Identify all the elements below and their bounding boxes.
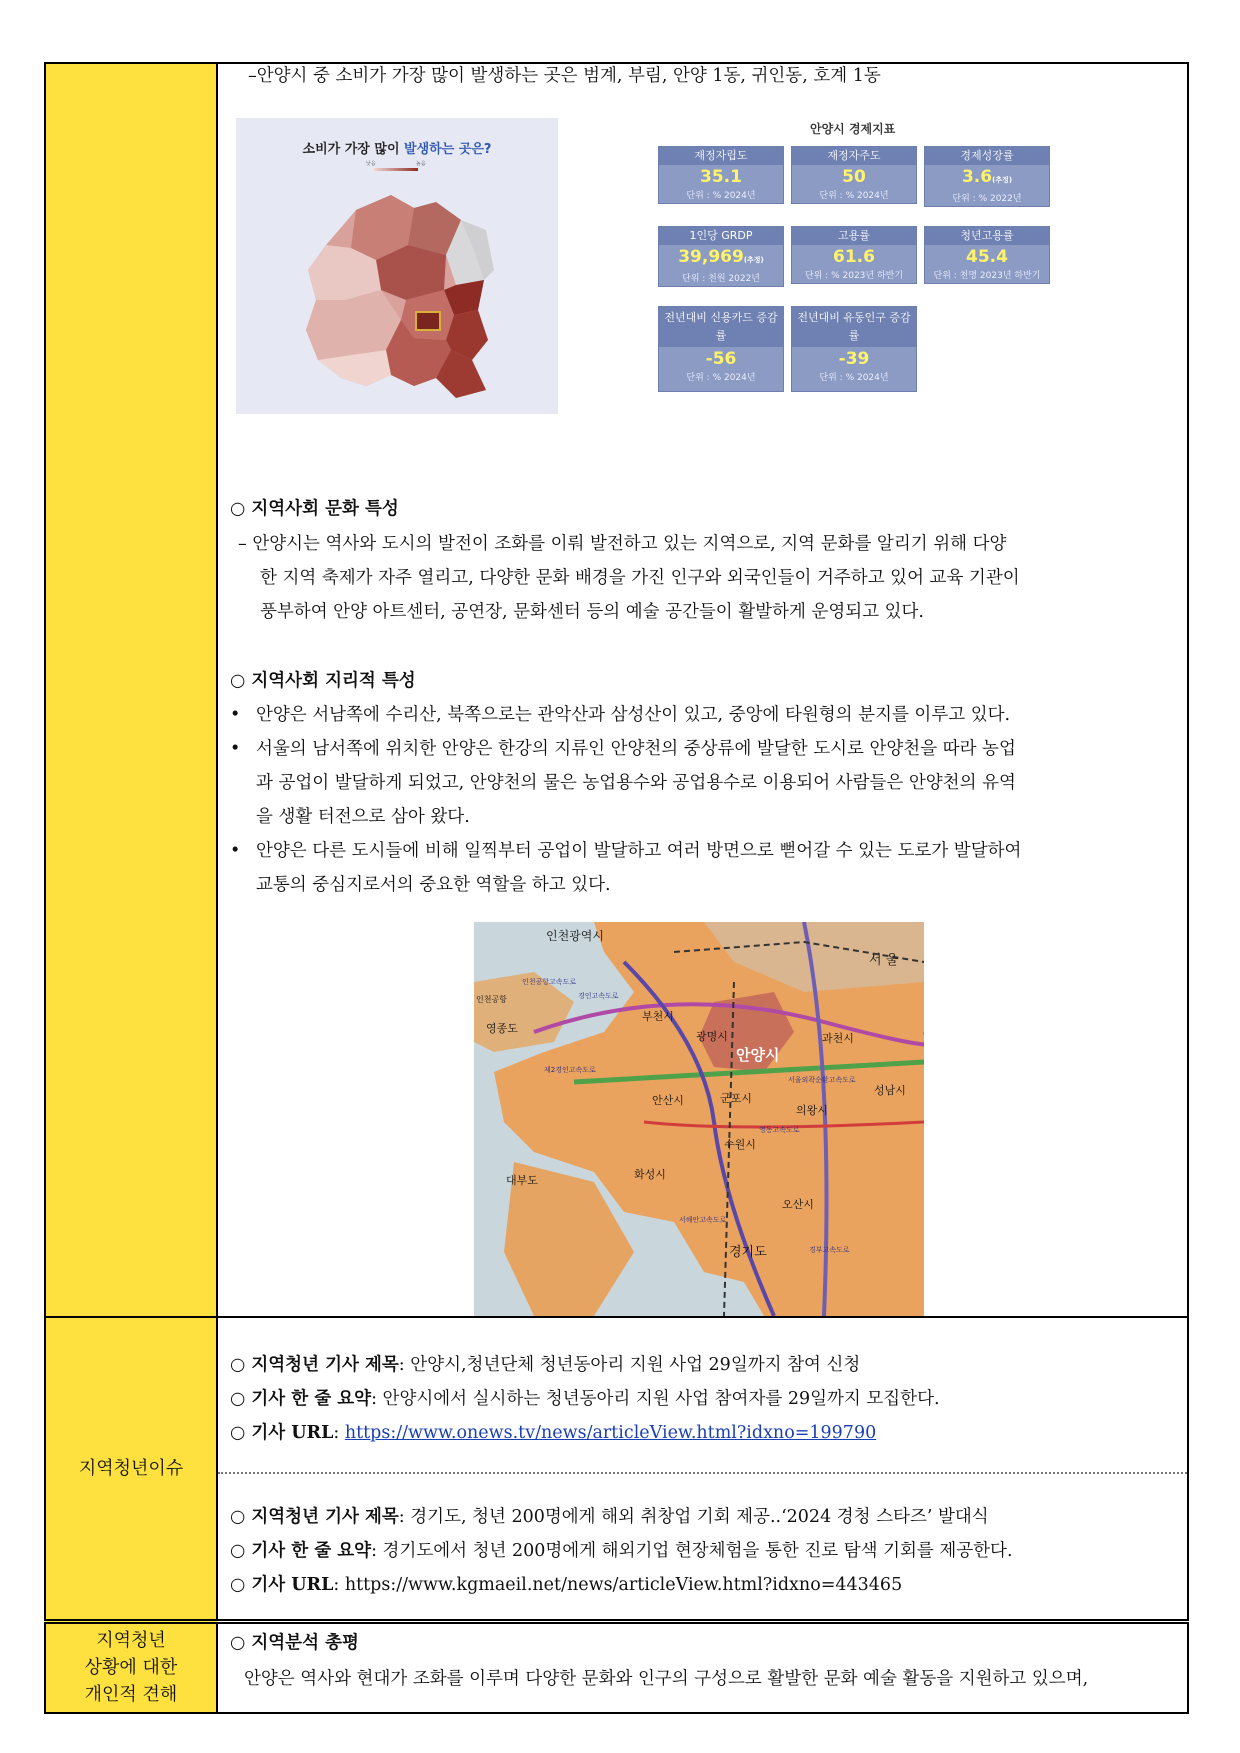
culture-line-1: – 안양시는 역사와 도시의 발전이 조화를 이뤄 발전하고 있는 지역으로, 지역 문화를 알리기 위해 다양	[238, 534, 1007, 554]
indicator-value: 39,969(추정)	[678, 247, 764, 267]
article1-url-row: ○ 기사 URL: https://www.onews.tv/news/articleView.html?idxno=199790	[230, 1423, 877, 1443]
geography-bullet-3-line-2: 교통의 중심지로서의 중요한 역할을 하고 있다.	[256, 875, 611, 895]
culture-line-2: 한 지역 축제가 자주 열리고, 다양한 문화 배경을 가진 인구와 외국인들이 거주하고 있어 교육 기관이	[260, 568, 1020, 588]
article1-title: ○ 지역청년 기사 제목: 안양시,청년단체 청년동아리 지원 사업 29일까지 참여 신청	[230, 1355, 861, 1375]
map-label-yeongdong-expressway: 영동고속도로	[759, 1126, 800, 1134]
article2-title: ○ 지역청년 기사 제목: 경기도, 청년 200명에게 해외 취창업 기회 제공..‘2024 경청 스타즈’ 발대식	[230, 1507, 989, 1527]
map-label-incheon-airport-expressway: 인천공항고속도로	[522, 978, 577, 986]
personal-view-label-line-2: 상황에 대한	[84, 1657, 178, 1679]
article2-summary: ○ 기사 한 줄 요약: 경기도에서 청년 200명에게 해외기업 현장체험을 통한 진로 탐색 기회를 제공한다.	[230, 1541, 1013, 1561]
map-label-seoul: 서 울	[869, 953, 899, 968]
indicator-card-fiscal-independence	[658, 146, 784, 204]
indicator-card-employment-rate	[791, 226, 917, 284]
map-label-gwacheon: 과천시	[822, 1032, 854, 1045]
map-label-bucheon: 부천시	[642, 1010, 674, 1023]
youth-issue-label: 지역청년이슈	[78, 1458, 184, 1479]
map-label-gwangmyeong: 광명시	[696, 1030, 728, 1043]
map-label-ring-expressway: 서울외곽순환고속도로	[788, 1076, 856, 1084]
article1-summary: ○ 기사 한 줄 요약: 안양시에서 실시하는 청년동아리 지원 사업 참여자를 29일까지 모집한다.	[230, 1389, 940, 1409]
indicator-label: 재정자립도	[659, 147, 783, 165]
geography-bullet-2: •	[230, 739, 241, 759]
heatmap-legend-bar	[374, 168, 418, 171]
regional-map	[474, 922, 924, 1316]
map-label-hwaseong: 화성시	[634, 1168, 666, 1181]
geography-bullet-1-line-1: 안양은 서남쪽에 수리산, 북쪽으로는 관악산과 삼성산이 있고, 중앙에 타원형의 분지를 이루고 있다.	[256, 705, 1011, 725]
indicator-label: 경제성장률	[925, 147, 1049, 165]
map-label-airport: 인천공항	[476, 995, 507, 1004]
indicator-label: 청년고용률	[925, 227, 1049, 245]
article2-url-row: ○ 기사 URL: https://www.kgmaeil.net/news/articleView.html?idxno=443465	[230, 1575, 903, 1595]
indicator-value: 35.1	[700, 167, 742, 187]
map-label-gyeongin2-expressway: 제2경인고속도로	[544, 1066, 596, 1074]
indicator-label: 1인당 GRDP	[659, 227, 783, 245]
indicator-unit: 단위 : 천원 2022년	[682, 274, 760, 284]
personal-view-content-cell	[217, 1622, 1188, 1713]
geography-bullet-1: •	[230, 705, 241, 725]
youth-issue-content-cell	[217, 1317, 1188, 1622]
consumption-heatmap	[236, 118, 558, 414]
indicator-unit: 단위 : 천명 2023년 하반기	[933, 271, 1041, 281]
indicator-value: -56	[705, 349, 737, 369]
personal-view-label-line-1: 지역청년	[96, 1630, 166, 1652]
heatmap-city-shape	[296, 190, 496, 404]
indicator-label: 고용률	[792, 227, 916, 245]
heatmap-title: 소비가 가장 많이 발생하는 곳은?	[302, 142, 492, 157]
indicator-value: 3.6(추정)	[961, 167, 1013, 187]
indicator-label: 전년대비 신용카드 증감률	[659, 307, 783, 347]
legend-low: 낮음	[366, 161, 376, 167]
map-label-incheon: 인천광역시	[546, 929, 604, 943]
indicator-value: 61.6	[833, 247, 875, 267]
indicator-label: 재정자주도	[792, 147, 916, 165]
culture-heading: ○ 지역사회 문화 특성	[230, 499, 399, 519]
label-cell-youth-issue	[45, 1317, 217, 1622]
geography-heading: ○ 지역사회 지리적 특성	[230, 671, 416, 691]
personal-view-label-line-3: 개인적 견해	[84, 1684, 178, 1706]
indicator-label: 전년대비 유동인구 증감률	[792, 307, 916, 347]
map-label-suwon: 수원시	[724, 1138, 756, 1151]
indicator-value: 45.4	[966, 247, 1008, 267]
label-cell-empty	[45, 63, 217, 1317]
indicator-value: -39	[838, 349, 870, 369]
culture-line-3: 풍부하여 안양 아트센터, 공연장, 문화센터 등의 예술 공간들이 활발하게 운영되고 있다.	[260, 602, 924, 622]
geography-bullet-3: •	[230, 841, 241, 861]
map-label-gyeonggido: 경기도	[729, 1245, 767, 1260]
map-label-anyang: 안양시	[736, 1046, 780, 1064]
map-label-yeongjongdo: 영종도	[486, 1022, 518, 1035]
legend-high: 높음	[416, 161, 426, 167]
indicator-unit: 단위 : % 2023년 하반기	[804, 271, 904, 281]
geography-bullet-3-line-1: 안양은 다른 도시들에 비해 일찍부터 공업이 발달하고 여러 방면으로 뻗어갈 수 있는 도로가 발달하여	[256, 841, 1022, 861]
article2-url-text[interactable]: : https://www.kgmaeil.net/news/articleView.html?idxno=443465	[333, 1575, 903, 1595]
geography-bullet-2-line-2: 과 공업이 발달하게 되었고, 안양천의 물은 농업용수와 공업용수로 이용되어 사람들은 안양천의 유역	[256, 773, 1016, 793]
map-label-gyeongin-expressway: 경인고속도로	[578, 992, 619, 1000]
article-divider	[218, 1472, 1187, 1474]
map-label-seongnam: 성남시	[874, 1084, 906, 1097]
consumption-intro: –안양시 중 소비가 가장 많이 발생하는 곳은 범계, 부림, 안양 1동, 귀인동, 호계 1동	[248, 66, 881, 86]
indicators-title: 안양시 경제지표	[810, 122, 896, 136]
geography-bullet-2-line-1: 서울의 남서쪽에 위치한 안양은 한강의 지류인 안양천의 중상류에 발달한 도시로 안양천을 따라 농업	[256, 739, 1016, 759]
indicator-unit: 단위 : % 2024년	[819, 191, 889, 201]
indicator-card-youth-employment	[924, 226, 1050, 284]
indicator-value: 50	[842, 167, 866, 187]
indicator-unit: 단위 : % 2024년	[686, 373, 756, 383]
analysis-content-cell	[217, 63, 1188, 1317]
article1-url-link[interactable]: https://www.onews.tv/news/articleView.html?idxno=199790	[344, 1423, 877, 1443]
map-label-ansan: 안산시	[652, 1094, 684, 1107]
indicator-unit: 단위 : % 2024년	[686, 191, 756, 201]
map-label-daebudo: 대부도	[506, 1174, 538, 1187]
indicator-card-grdp	[658, 226, 784, 287]
indicator-card-fiscal-autonomy	[791, 146, 917, 204]
overall-analysis-line: 안양은 역사와 현대가 조화를 이루며 다양한 문화와 인구의 구성으로 활발한 문화 예술 활동을 지원하고 있으며,	[244, 1669, 1089, 1689]
indicator-card-credit-card-change	[658, 306, 784, 392]
indicator-card-economic-growth	[924, 146, 1050, 207]
indicator-unit: 단위 : % 2024년	[819, 373, 889, 383]
document-table	[44, 62, 1189, 1714]
overall-analysis-heading: ○ 지역분석 총평	[230, 1633, 359, 1653]
label-cell-personal-view	[45, 1622, 217, 1713]
indicator-unit: 단위 : % 2022년	[952, 194, 1022, 204]
map-label-uiwang: 의왕시	[796, 1104, 828, 1117]
map-label-seohaean-expressway: 서해안고속도로	[679, 1216, 727, 1224]
indicator-card-floating-population-change	[791, 306, 917, 392]
map-label-osan: 오산시	[782, 1198, 814, 1211]
map-label-gyeongbu-expressway: 경부고속도로	[809, 1246, 850, 1254]
map-label-gunpo: 군포시	[720, 1092, 752, 1105]
geography-bullet-2-line-3: 을 생활 터전으로 삼아 왔다.	[256, 807, 470, 827]
